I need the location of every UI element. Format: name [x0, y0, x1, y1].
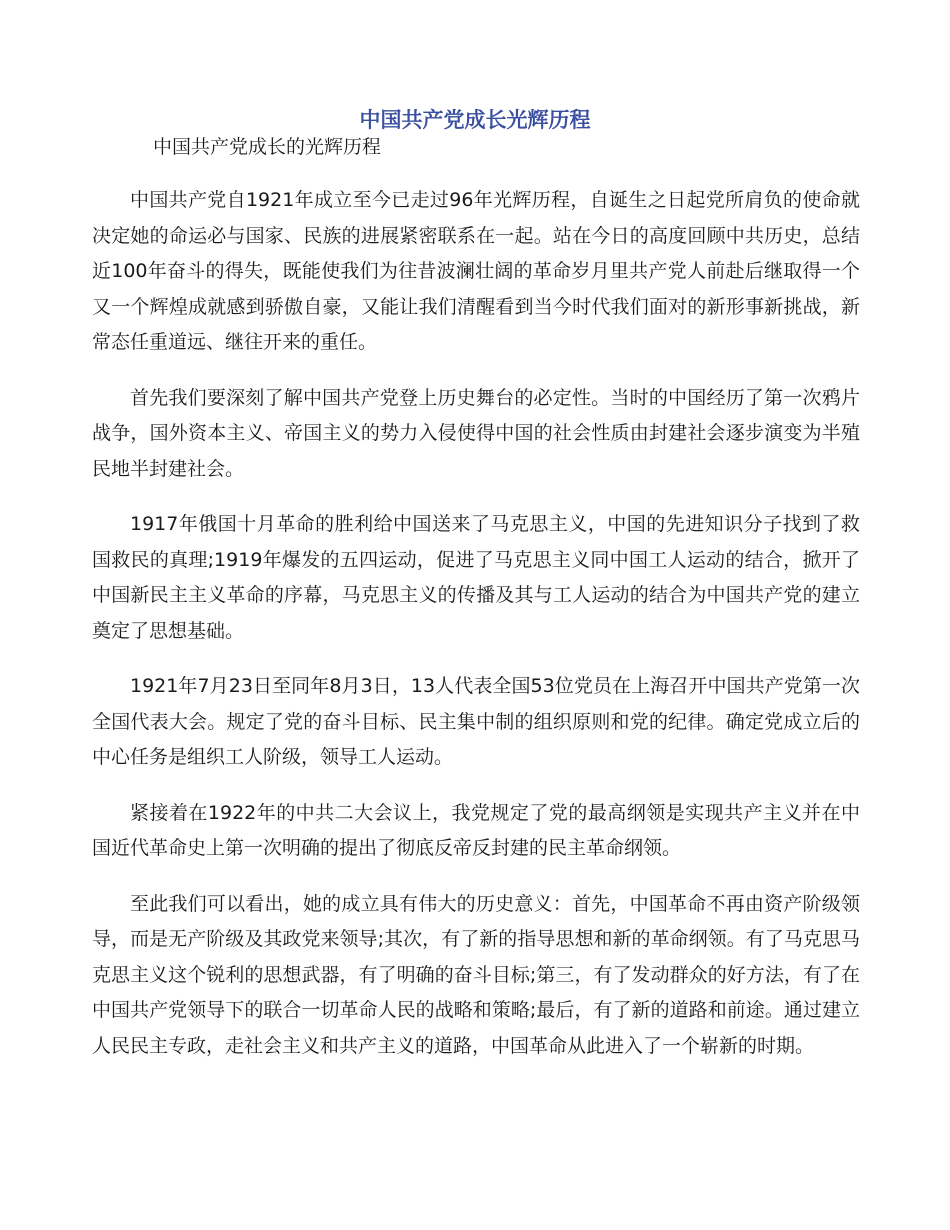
paragraph: 1917年俄国十月革命的胜利给中国送来了马克思主义，中国的先进知识分子找到了救国救民的真理;1919年爆发的五四运动，促进了马克思主义同中国工人运动的结合，掀开了中国新民主主义革命的序幕，马克思主义的传播及其与工人运动的结合为中国共产党的建立奠定了思想基础。 [92, 513, 860, 642]
paragraph: 紧接着在1922年的中共二大会议上，我党规定了党的最高纲领是实现共产主义并在中国近代革命史上第一次明确的提出了彻底反帝反封建的民主革命纲领。 [92, 801, 860, 859]
document-body [92, 183, 860, 1064]
document-subtitle: 中国共产党成长的光辉历程 [153, 136, 382, 158]
paragraph: 中国共产党自1921年成立至今已走过96年光辉历程，自诞生之日起党所肩负的使命就决定她的命运必与国家、民族的进展紧密联系在一起。站在今日的高度回顾中共历史，总结近100年奋斗的得失，既能使我们为往昔波澜壮阔的革命岁月里共产党人前赴后继取得一个又一个辉煌成就感到骄傲自豪，又能让我们清醒看到当今时代我们面对的新形事新挑战，新常态任重道远、继往开来的重任。 [92, 189, 860, 353]
paragraph: 至此我们可以看出，她的成立具有伟大的历史意义：首先，中国革命不再由资产阶级领导，而是无产阶级及其政党来领导;其次，有了新的指导思想和新的革命纲领。有了马克思马克思主义这个锐利的思想武器，有了明确的奋斗目标;第三，有了发动群众的好方法，有了在中国共产党领导下的联合一切革命人民的战略和策略;最后，有了新的道路和前途。通过建立人民民主专政，走社会主义和共产主义的道路，中国革命从此进入了一个崭新的时期。 [92, 892, 860, 1057]
paragraph: 1921年7月23日至同年8月3日，13人代表全国53位党员在上海召开中国共产党第一次全国代表大会。规定了党的奋斗目标、民主集中制的组织原则和党的纪律。确定党成立后的中心任务是组织工人阶级，领导工人运动。 [92, 675, 860, 768]
paragraph: 首先我们要深刻了解中国共产党登上历史舞台的必定性。当时的中国经历了第一次鸦片战争，国外资本主义、帝国主义的势力入侵使得中国的社会性质由封建社会逐步演变为半殖民地半封建社会。 [92, 386, 860, 480]
document-title: 中国共产党成长光辉历程 [359, 107, 591, 132]
